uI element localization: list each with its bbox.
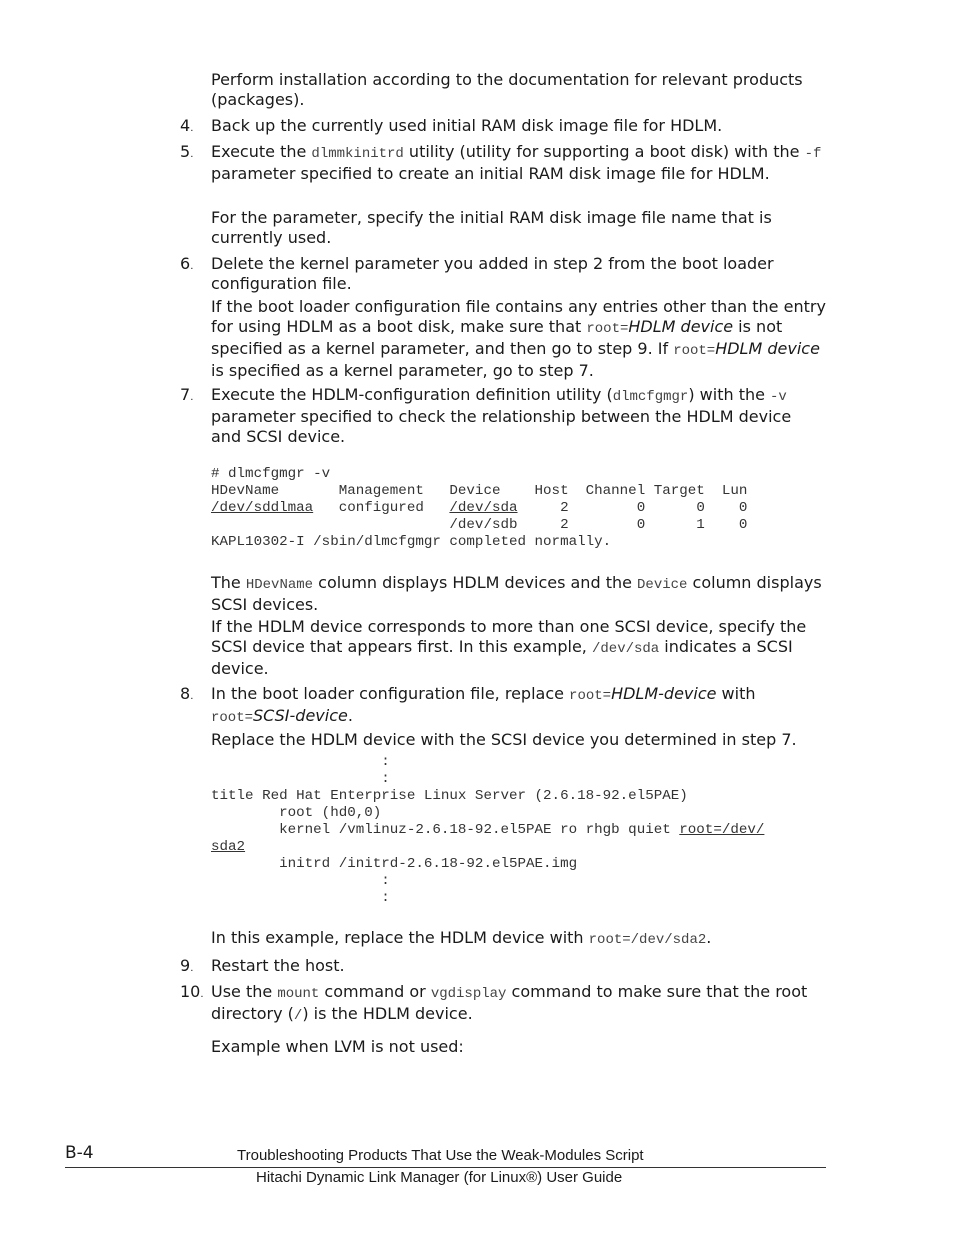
footer-chapter-title: Troubleshooting Products That Use the Weak-Modules Script bbox=[237, 1147, 644, 1164]
step-8-text: In the boot loader configuration file, replace root=HDLM-device with root=SCSI-device. bbox=[211, 684, 756, 726]
step-10-number: 10. bbox=[180, 982, 204, 1001]
step-7-note-2: If the HDLM device corresponds to more than one SCSI device, specify the SCSI device that appears first. In this example, /dev/sda indicates a SCSI device. bbox=[211, 617, 807, 678]
step-7-note-1: The HDevName column displays HDLM devices and the Device column displays SCSI devices. bbox=[211, 573, 822, 614]
footer-book-title: Hitachi Dynamic Link Manager (for Linux®) User Guide bbox=[256, 1169, 623, 1186]
step-5-text: Execute the dlmmkinitrd utility (utility for supporting a boot disk) with the -f parameter specified to create an initial RAM disk image file for HDLM. bbox=[211, 142, 822, 183]
footer-divider bbox=[65, 1167, 826, 1168]
step-6-number: 6. bbox=[180, 254, 194, 273]
step-8-example: In this example, replace the HDLM device with root=/dev/sda2. bbox=[211, 928, 712, 948]
page-number: B-4 bbox=[65, 1143, 94, 1163]
step-9-number: 9. bbox=[180, 956, 194, 975]
step-8-note: Replace the HDLM device with the SCSI device you determined in step 7. bbox=[211, 730, 797, 749]
step-10-example: Example when LVM is not used: bbox=[211, 1037, 464, 1056]
step-7-number: 7. bbox=[180, 385, 194, 404]
dlmcfgmgr-output-code-block: # dlmcfgmgr -v HDevName Management Device Host Channel Target Lun /dev/sddlmaa configured /dev/sda 2 0 0 0 /dev/sdb 2 0 1 0 KAPL10302-I /sbin/dlmcfgmgr completed normally. bbox=[211, 466, 748, 550]
step-4-number: 4. bbox=[180, 116, 194, 135]
step-4-text: Back up the currently used initial RAM disk image file for HDLM. bbox=[211, 116, 723, 135]
step-5-note: For the parameter, specify the initial RAM disk image file name that is currently used. bbox=[211, 208, 772, 247]
boot-loader-config-code-block: : : title Red Hat Enterprise Linux Server (2.6.18-92.el5PAE) root (hd0,0) kernel /vmlinuz-2.6.18-92.el5PAE ro rhgb quiet root=/dev/ sda2 initrd /initrd-2.6.18-92.el5PAE.img : : bbox=[211, 754, 765, 906]
step-6-text: Delete the kernel parameter you added in step 2 from the boot loader configuration file. bbox=[211, 254, 774, 293]
step-9-text: Restart the host. bbox=[211, 956, 345, 975]
step-7-text: Execute the HDLM-configuration definition utility (dlmcfgmgr) with the -v parameter specified to check the relationship between the HDLM device and SCSI device. bbox=[211, 385, 792, 446]
f-option-code: -f bbox=[804, 146, 822, 162]
step-5-number: 5. bbox=[180, 142, 194, 161]
step-8-number: 8. bbox=[180, 684, 194, 703]
step-10-text: Use the mount command or vgdisplay command to make sure that the root directory (/) is the HDLM device. bbox=[211, 982, 808, 1024]
intro-paragraph: Perform installation according to the documentation for relevant products (packages). bbox=[211, 70, 803, 109]
dlmmkinitrd-code: dlmmkinitrd bbox=[311, 146, 404, 162]
step-6-note: If the boot loader configuration file contains any entries other than the entry for using HDLM as a boot disk, make sure that root=HDLM device is not specified as a kernel parameter, and then go to step 9. If root=HDLM device is specified as a kernel parameter, go to step 7. bbox=[211, 297, 826, 380]
